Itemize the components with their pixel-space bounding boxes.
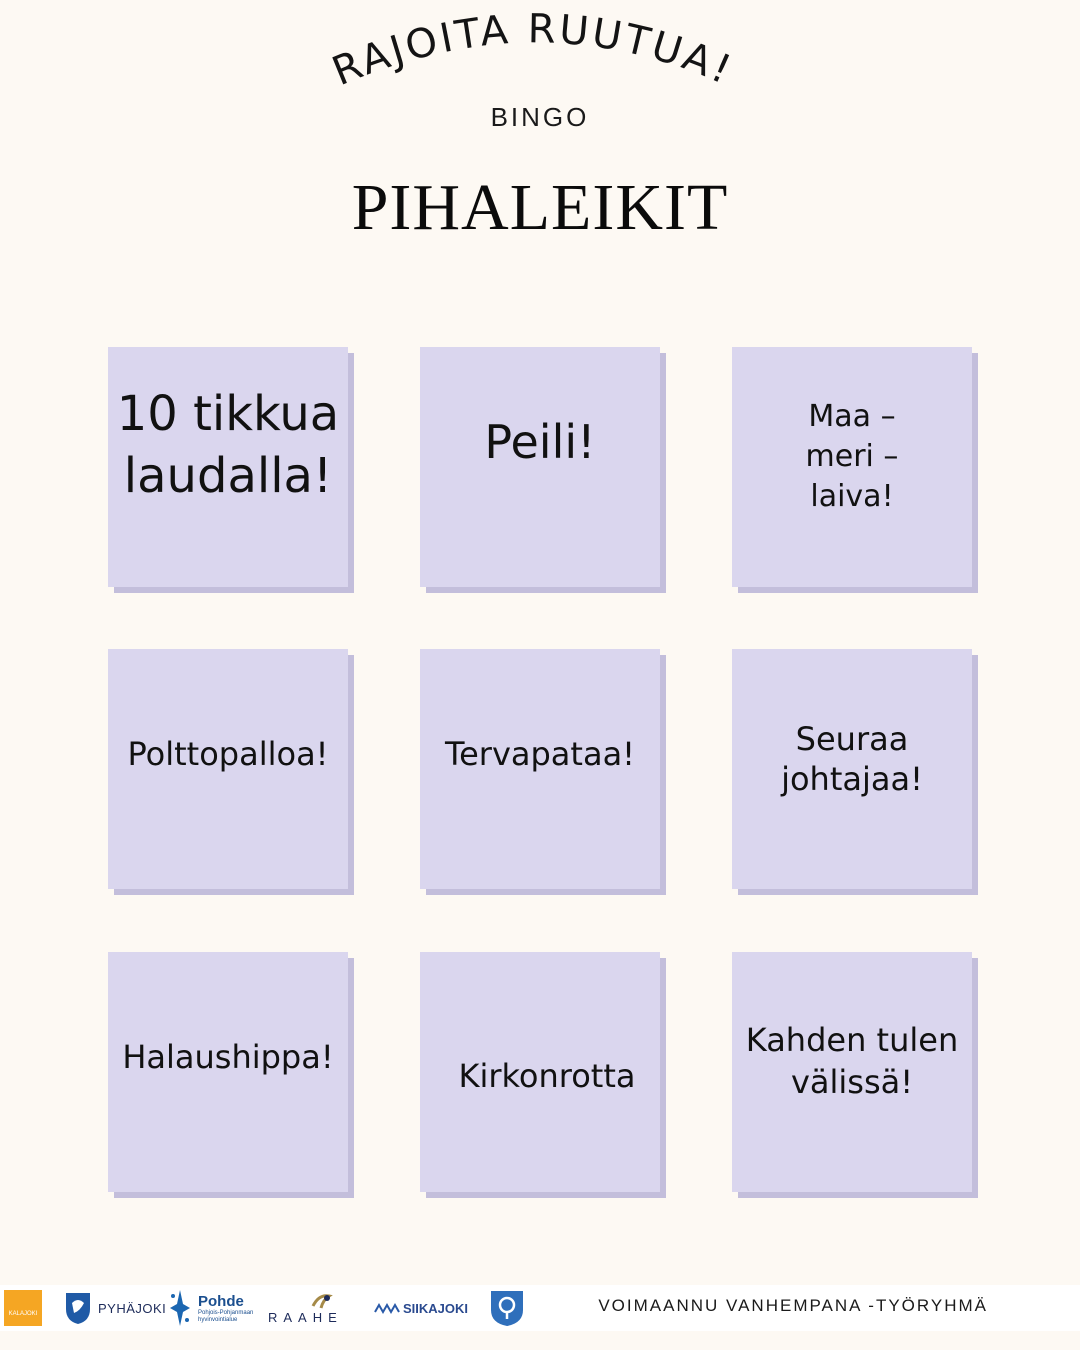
workgroup-label: VOIMAANNU VANHEMPANA -TYÖRYHMÄ [598,1296,988,1315]
subtitle: BINGO [490,102,590,132]
pohde-star-icon [168,1288,192,1328]
bingo-card-label: Halaushippa! [122,1038,334,1076]
pohde-logo-text: Pohde [198,1292,244,1310]
bingo-card[interactable] [420,347,660,587]
bingo-card-label: Polttopalloa! [127,735,329,773]
bingo-card[interactable] [420,952,660,1192]
pohde-logo-subtext: Pohjois-Pohjanmaan hyvinvointialue [198,1309,254,1323]
bingo-card[interactable] [108,952,348,1192]
bingo-card[interactable] [420,649,660,889]
bingo-card-label: Tervapataa! [444,735,635,773]
bingo-card[interactable] [732,347,972,587]
bingo-card[interactable] [732,649,972,889]
bingo-card-label: 10 tikkua laudalla! [116,385,340,504]
siikajoki-logo-text: SIIKAJOKI [403,1300,469,1316]
bingo-card-label: Seuraa johtajaa! [781,720,923,798]
bingo-card[interactable] [732,952,972,1192]
bingo-card-label: Maa – meri – laiva! [805,399,899,514]
pyhajoki-shield-icon [64,1291,92,1325]
bingo-card-label: Peili! [484,415,596,469]
kalajoki-logo [4,1285,42,1331]
kalajoki-logo-text: KALAJOKI [8,1311,38,1317]
raahe-logo-text: RAAHE [268,1309,343,1325]
arc-title-textpath: RAJOITA RUUTUA! [326,6,741,96]
arc-title [0,0,1080,160]
siikajoki-logo [374,1285,468,1331]
raahe-emblem-icon [309,1292,333,1310]
siikajoki-wave-icon [374,1301,400,1315]
bingo-card[interactable] [108,347,348,587]
raahe-logo [268,1285,343,1331]
pohde-logo [168,1285,262,1331]
arc-title-text [326,6,740,95]
bingo-card-label: Kahden tulen välissä! [745,1021,959,1101]
bingo-card[interactable] [108,649,348,889]
pyhajoki-logo-text: PYHÄJOKI [98,1300,167,1316]
page-title: PIHALEIKIT [351,171,729,244]
coat-of-arms-icon [488,1288,526,1328]
pyhajoki-logo [64,1285,166,1331]
coat-of-arms-logo [488,1285,526,1331]
bingo-card-label: Kirkonrotta [458,1057,636,1095]
